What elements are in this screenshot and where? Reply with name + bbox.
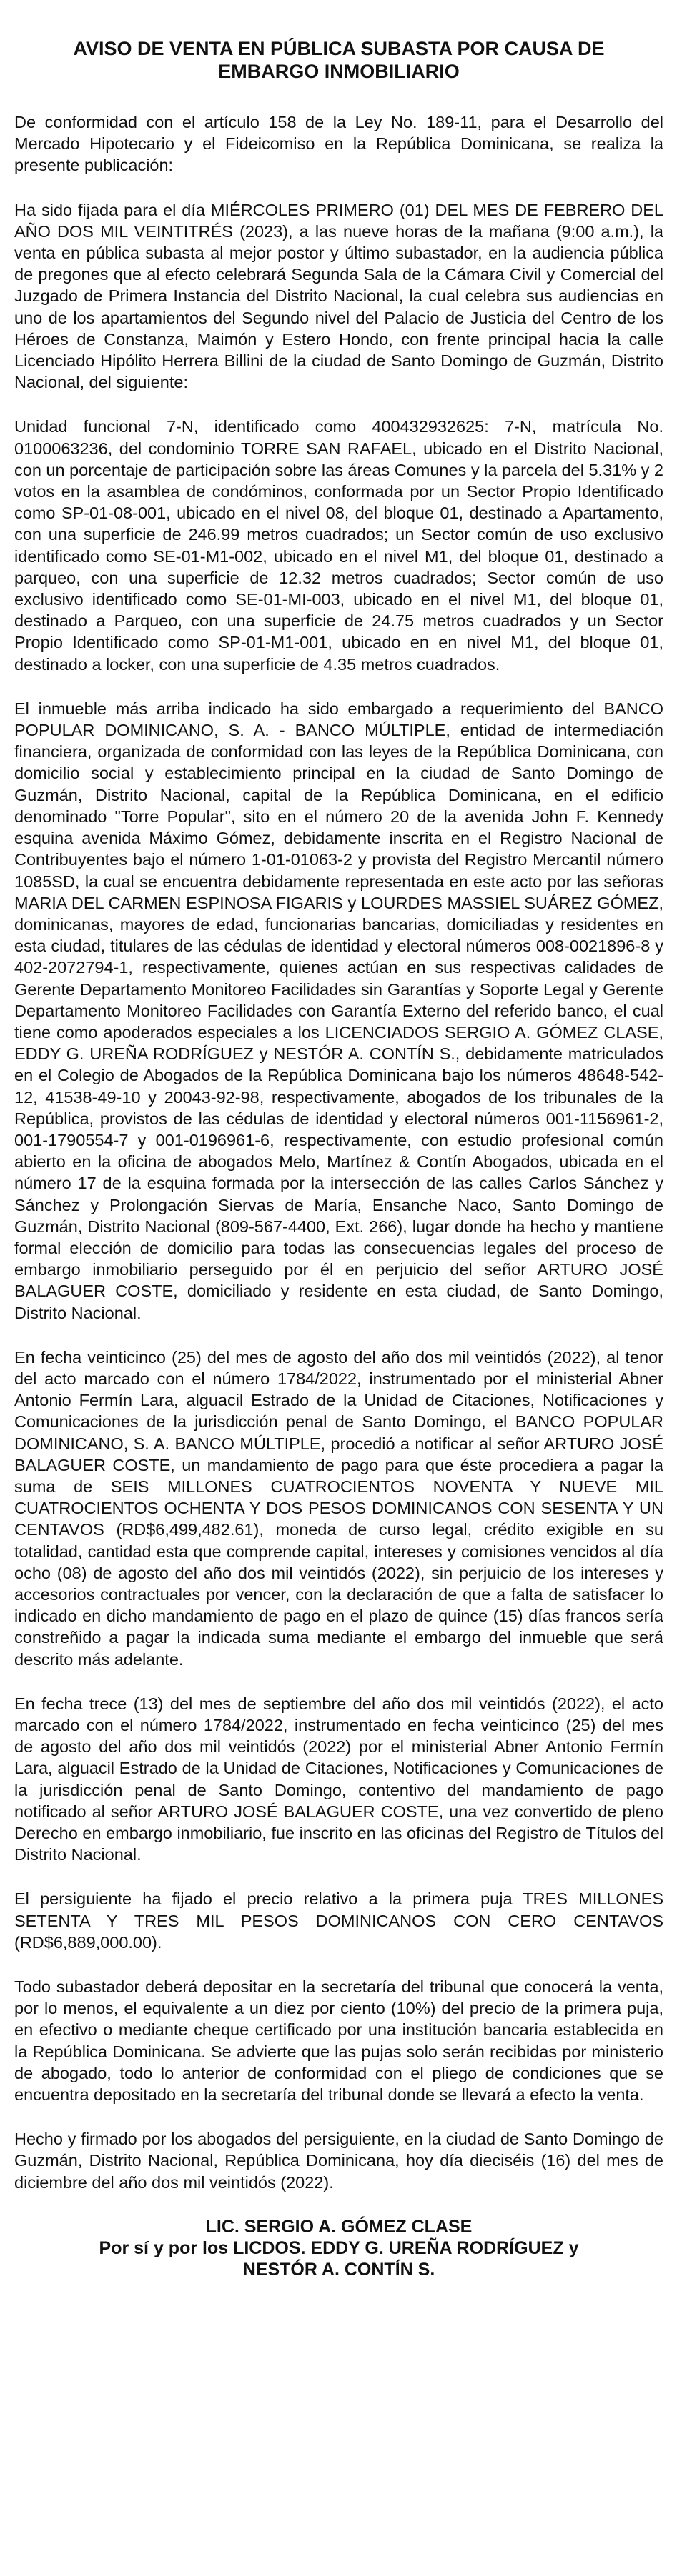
signature-line-1: LIC. SERGIO A. GÓMEZ CLASE bbox=[205, 2216, 473, 2237]
signature-block bbox=[14, 2216, 663, 2280]
notice-title-line-1: AVISO DE VENTA EN PÚBLICA SUBASTA POR CAUSA DE bbox=[73, 38, 605, 59]
notice-title-line-2: EMBARGO INMOBILIARIO bbox=[218, 61, 460, 82]
signature-line-3: NESTÓR A. CONTÍN S. bbox=[242, 2259, 435, 2280]
intro-paragraph: De conformidad con el artículo 158 de la Ley No. 189-11, para el Desarrollo del Mercado Hipotecario y el Fideicomiso en la República Dominicana, se realiza la presente publicación: bbox=[14, 113, 663, 175]
property-description-paragraph: Unidad funcional 7-N, identificado como 400432932625: 7-N, matrícula No. 0100063236, del condominio TORRE SAN RAFAEL, ubicado en el Distrito Nacional, con un porcentaje de participación sobre las áreas Comunes y la parcela del 5.31% y 2 votos en la asamblea de condóminos, conformada por un Sector Propio Identificado como SP-01-08-001, ubicado en el nivel 08, del bloque 01, destinado a Apartamento, con una superficie de 246.99 metros cuadrados; un Sector común de uso exclusivo identificado como SE-01-M1-002, ubicado en el nivel M1, del bloque 01, destinado a parqueo, con una superficie de 12.32 metros cuadrados; Sector común de uso exclusivo identificado como SE-01-MI-003, ubicado en el nivel M1, del bloque 01, destinado a Parqueo, con una superficie de 24.75 metros cuadrados y un Sector Propio Identificado como SP-01-M1-001, ubicado en en nivel M1, del bloque 01, destinado a locker, con una superficie de 4.35 metros cuadrados. bbox=[14, 417, 663, 674]
auction-date-paragraph: Ha sido fijada para el día MIÉRCOLES PRIMERO (01) DEL MES DE FEBRERO DEL AÑO DOS MIL VEINTITRÉS (2023), a las nueve horas de la mañana (9:00 a.m.), la venta en pública subasta al mejor postor y último subastador, en la audiencia pública de pregones que al efecto celebrará Segunda Sala de la Cámara Civil y Comercial del Juzgado de Primera Instancia del Distrito Nacional, la cual celebra sus audiencias en uno de los apartamientos del Segundo nivel del Palacio de Justicia del Centro de los Héroes de Constanza, Maimón y Estero Hondo, con frente principal hacia la calle Licenciado Hipólito Herrera Billini de la ciudad de Santo Domingo de Guzmán, Distrito Nacional, del siguiente: bbox=[14, 200, 663, 392]
creditor-paragraph: El inmueble más arriba indicado ha sido embargado a requerimiento del BANCO POPULAR DOMINICANO, S. A. - BANCO MÚLTIPLE, entidad de intermediación financiera, organizada de conformidad con las leyes de la República Dominicana, con domicilio social y establecimiento principal en la ciudad de Santo Domingo de Guzmán, Distrito Nacional, capital de la República Dominicana, en el edificio denominado "Torre Popular", sito en el número 20 de la avenida John F. Kennedy esquina avenida Máximo Gómez, debidamente inscrita en el Registro Nacional de Contribuyentes bajo el número 1-01-01063-2 y provista del Registro Mercantil número 1085SD, la cual se encuentra debidamente representada en este acto por las señoras MARIA DEL CARMEN ESPINOSA FIGARIS y LOURDES MASSIEL SUÁREZ GÓMEZ, dominicanas, mayores de edad, funcionarias bancarias, domiciliadas y residentes en esta ciudad, titulares de las cédulas de identidad y electoral números 008-0021896-8 y 402-2072794-1, respectivamente, quienes actúan en sus respectivas calidades de Gerente Departamento Monitoreo Facilidades sin Garantías y Soporte Legal y Gerente Departamento Monitoreo Facilidades con Garantía Externo del referido banco, el cual tiene como apoderados especiales a los LICENCIADOS SERGIO A. GÓMEZ CLASE, EDDY G. UREÑA RODRÍGUEZ y NESTÓR A. CONTÍN S., debidamente matriculados en el Colegio de Abogados de la República Dominicana bajo los números 48648-542-12, 41538-49-10 y 20043-92-98, respectivamente, abogados de los tribunales de la República, provistos de las cédulas de identidad y electoral números 001-1156961-2, 001-1790554-7 y 001-0196961-6, respectivamente, con estudio profesional común abierto en la oficina de abogados Melo, Martínez & Contín Abogados, ubicada en el número 17 de la esquina formada por la intersección de las calles Carlos Sánchez y Sánchez y Prolongación Siervas de María, Ensanche Naco, Santo Domingo de Guzmán, Distrito Nacional (809-567-4400, Ext. 266), lugar donde ha hecho y mantiene formal elección de domicilio para todas las consecuencias legales del proceso de embargo inmobiliario perseguido por él en perjuicio del señor ARTURO JOSÉ BALAGUER COSTE, domiciliado y residente en esta ciudad, de Santo Domingo, Distrito Nacional. bbox=[14, 699, 663, 1322]
deposit-requirements-paragraph: Todo subastador deberá depositar en la secretaría del tribunal que conocerá la venta, por lo menos, el equivalente a un diez por ciento (10%) del precio de la primera puja, en efectivo o mediante cheque certificado por una institución bancaria establecida en la República Dominicana. Se advierte que las pujas solo serán recibidas por ministerio de abogado, todo lo anterior de conformidad con el pliego de condiciones que se encuentra depositado en la secretaría del tribunal donde se llevará a efecto la venta. bbox=[14, 1977, 663, 2105]
notice-title bbox=[14, 37, 663, 83]
payment-order-paragraph: En fecha veinticinco (25) del mes de agosto del año dos mil veintidós (2022), al tenor del acto marcado con el número 1784/2022, instrumentado por el ministerial Abner Antonio Fermín Lara, alguacil Estrado de la Unidad de Citaciones, Notificaciones y Comunicaciones de la jurisdicción penal de Santo Domingo, el BANCO POPULAR DOMINICANO, S. A. BANCO MÚLTIPLE, procedió a notificar al señor ARTURO JOSÉ BALAGUER COSTE, un mandamiento de pago para que éste procediera a pagar la suma de SEIS MILLONES CUATROCIENTOS NOVENTA Y NUEVE MIL CUATROCIENTOS OCHENTA Y DOS PESOS DOMINICANOS CON SESENTA Y UN CENTAVOS (RD$6,499,482.61), moneda de curso legal, crédito exigible en su totalidad, cantidad esta que comprende capital, intereses y comisiones vencidos al día ocho (08) de agosto del año dos mil veintidós (2022), sin perjuicio de los intereses y accesorios contractuales por vencer, con la declaración de que a falta de satisfacer lo indicado en dicho mandamiento de pago en el plazo de quince (15) días francos sería constreñido a pagar la indicada suma mediante el embargo del inmueble que será descrito más adelante. bbox=[14, 1347, 663, 1669]
first-bid-price-paragraph: El persiguiente ha fijado el precio relativo a la primera puja TRES MILLONES SETENTA Y TRES MIL PESOS DOMINICANOS CON CERO CENTAVOS (RD$6,889,000.00). bbox=[14, 1889, 663, 1952]
registration-paragraph: En fecha trece (13) del mes de septiembre del año dos mil veintidós (2022), el acto marcado con el número 1784/2022, instrumentado en fecha veinticinco (25) del mes de agosto del año dos mil veintidós (2022) por el ministerial Abner Antonio Fermín Lara, alguacil Estrado de la Unidad de Citaciones, Notificaciones y Comunicaciones de la jurisdicción penal de Santo Domingo, contentivo del mandamiento de pago notificado al señor ARTURO JOSÉ BALAGUER COSTE, una vez convertido de pleno Derecho en embargo inmobiliario, fue inscrito en las oficinas del Registro de Títulos del Distrito Nacional. bbox=[14, 1694, 663, 1864]
signing-paragraph: Hecho y firmado por los abogados del persiguiente, en la ciudad de Santo Domingo de Guzmán, Distrito Nacional, República Dominicana, hoy día dieciséis (16) del mes de diciembre del año dos mil veintidós (2022). bbox=[14, 2130, 663, 2192]
signature-line-2: Por sí y por los LICDOS. EDDY G. UREÑA RODRÍGUEZ y bbox=[99, 2237, 579, 2258]
